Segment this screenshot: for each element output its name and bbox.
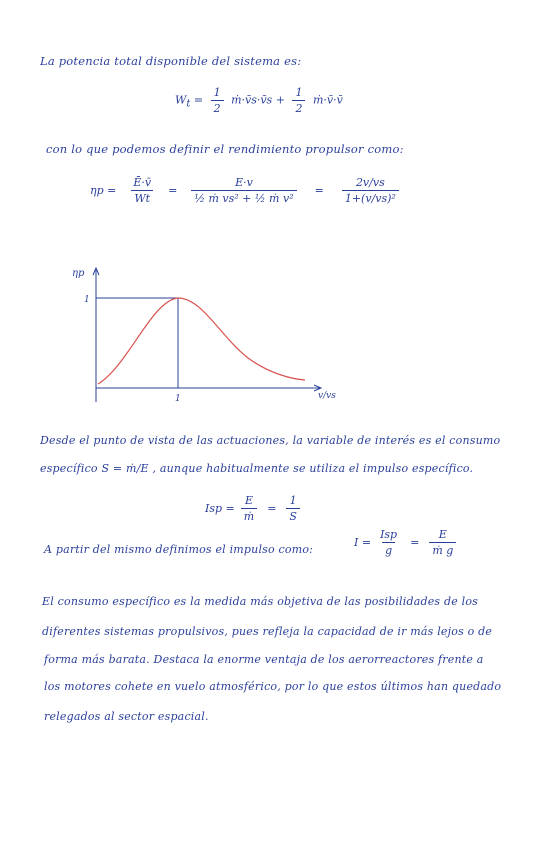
graph-xlabel: v/vs [318,391,336,401]
wt-term1: ṁ·v̄s·v̄s [231,93,273,107]
text-line-rendimiento: con lo que podemos definir el rendimiento propulsor como: [46,142,404,156]
eta-lhs: ηp = [90,184,117,197]
wt-lhs-sub: t [186,98,191,110]
graph-xtick: 1 [175,394,181,404]
efficiency-graph [0,262,552,412]
graph-ytick: 1 [84,295,90,305]
text-line-potencia: La potencia total disponible del sistema es: [40,54,302,68]
paragraph-line-3: forma más barata. Destaca la enorme ventaja de los aerorreactores frente a [44,653,484,666]
equation-isp [205,494,304,523]
i-lhs: I = [354,536,372,549]
wt-plus: + [275,93,285,107]
graph-ylabel: ηp [72,268,85,279]
eta-eq1: = [168,184,178,197]
paragraph-line-4: los motores cohete en vuelo atmosférico, por lo que estos últimos han quedado [44,680,502,693]
wt-eq: = [193,93,204,107]
wt-half1: $\frac{1}{2}$ [211,86,224,115]
wt-lhs: W [175,93,187,107]
paragraph-line-1: El consumo específico es la medida más objetiva de las posibilidades de los [42,595,479,608]
isp-frac1: $\frac{E}{\text{ṁ}}$ [241,494,257,523]
paragraph-line-2: diferentes sistemas propulsivos, pues refleja la capacidad de ir más lejos o de [42,625,493,638]
isp-lhs: Isp = [205,502,235,515]
eta-frac2: $\frac{E\cdot v}{\text{½ ṁ vs² + ½ ṁ v²}}$ [191,176,296,205]
wt-half2: $\frac{1}{2}$ [292,86,305,115]
isp-eq: = [267,502,277,515]
isp-frac2: $\frac{1}{S}$ [286,494,300,523]
i-frac1: $\frac{\text{Isp}}{g}$ [380,528,398,557]
equation-wt [175,86,343,115]
efficiency-curve [98,298,305,384]
text-line-a-partir: A partir del mismo definimos el impulso como: [44,543,314,556]
eta-eq2: = [314,184,324,197]
equation-eta [90,176,403,205]
eta-frac3: $\frac{2v/vs}{\text{1+(v/vs)²}}$ [342,176,399,205]
paragraph-line-5: relegados al sector espacial. [44,710,209,723]
eta-frac1: $\frac{Ē\cdot v̄}{Wt}$ [133,176,152,205]
i-frac2: $\frac{E}{\text{ṁ g}}$ [429,528,456,557]
i-eq: = [410,536,420,549]
wt-term2: ṁ·v̄·v̄ [312,93,343,107]
text-line-consumo-especifico: específico S = ṁ/E , aunque habitualmente se utiliza el impulso específico. [40,462,474,475]
text-line-actuaciones: Desde el punto de vista de las actuaciones, la variable de interés es el consumo [40,434,501,447]
equation-impulso [354,528,460,557]
